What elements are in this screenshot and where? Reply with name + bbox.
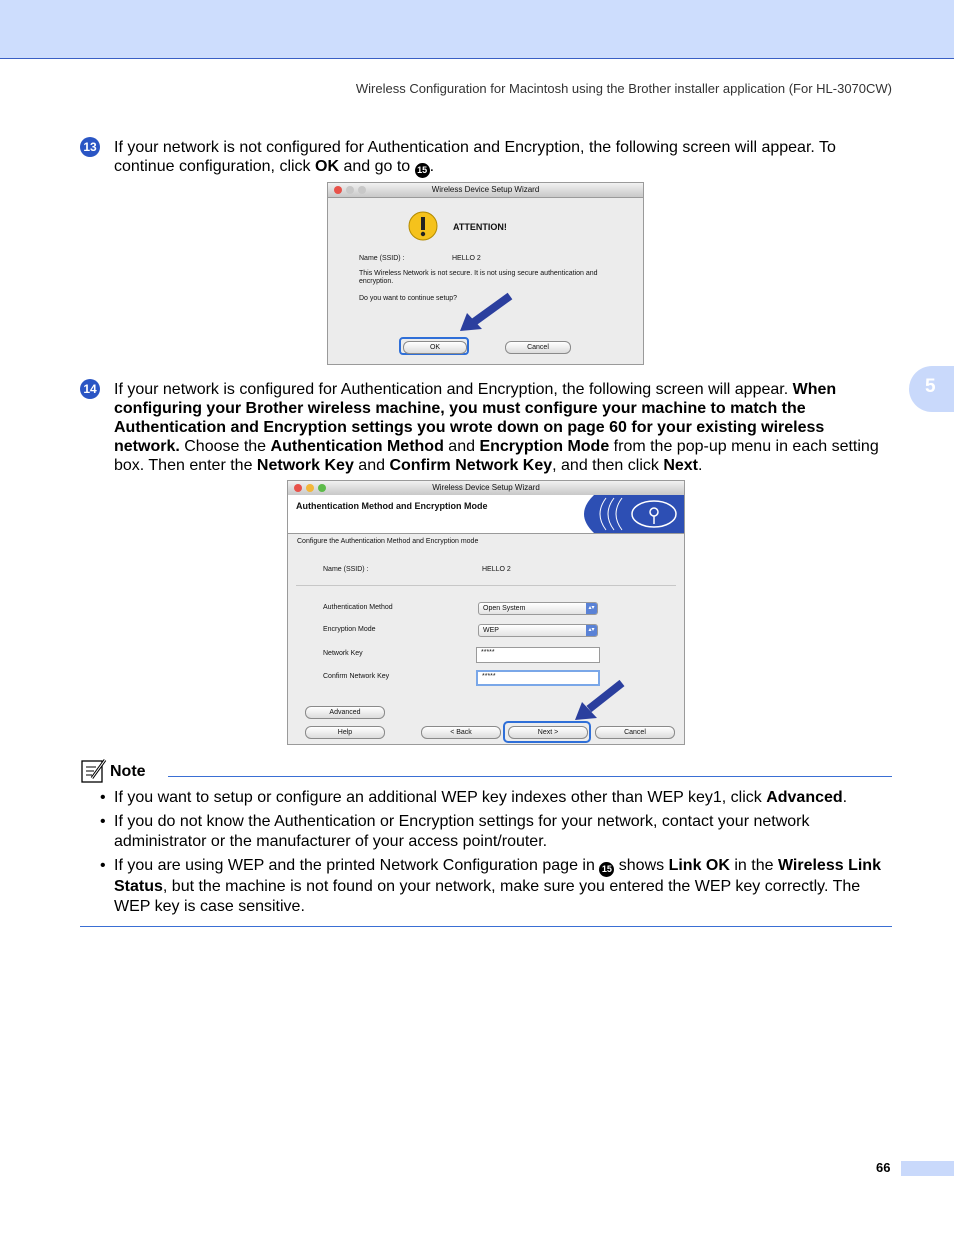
step-14-text: If your network is configured for Authentication and Encryption, the following screen will appear. When configuring your Brother wireless machine, you must configure your machine to match the Authentication and Encryption settings you wrote down on page 60 for your existing wireless network. Choose the Authentication Method and Encryption Mode from the pop-up menu in each setting box. Then enter the Network Key and Confirm Network Key, and then click Next.	[114, 381, 879, 474]
ssid-label: Name (SSID) :	[323, 566, 369, 573]
step-number-13: 13	[80, 137, 100, 157]
step-ref-icon: 15	[599, 862, 614, 877]
help-button[interactable]: Help	[305, 726, 385, 739]
attention-heading: ATTENTION!	[453, 222, 507, 232]
ssid-label: Name (SSID) :	[359, 255, 405, 262]
header-band	[0, 0, 954, 59]
wireless-signal-icon	[554, 495, 684, 533]
auth-encryption-dialog	[287, 480, 685, 745]
updown-arrows-icon: ▴▾	[586, 603, 597, 614]
step-number-14: 14	[80, 379, 100, 399]
cancel-button[interactable]: Cancel	[595, 726, 675, 739]
ssid-value: HELLO 2	[452, 255, 481, 262]
divider	[296, 585, 676, 586]
advanced-button[interactable]: Advanced	[305, 706, 385, 719]
running-title: Wireless Configuration for Macintosh using the Brother installer application (For HL-3070CW)	[355, 81, 892, 96]
auth-method-label: Authentication Method	[323, 604, 393, 611]
note-end-rule	[80, 926, 892, 927]
warning-icon	[408, 211, 438, 241]
window-title: Wireless Device Setup Wizard	[432, 483, 540, 492]
encryption-mode-select[interactable]: WEP ▴▾	[478, 624, 598, 637]
window-titlebar	[288, 481, 684, 496]
auth-method-select[interactable]: Open System ▴▾	[478, 602, 598, 615]
back-button[interactable]: < Back	[421, 726, 501, 739]
note-item: • If you are using WEP and the printed Network Configuration page in 15 shows Link OK in the Wireless Link Status, but the machine is not found on your network, make sure you entered the WEP key correctly. The WEP key is case sensitive.	[98, 856, 898, 917]
note-item: • If you want to setup or configure an additional WEP key indexes other than WEP key1, click Advanced.	[98, 788, 898, 808]
step-ref-icon: 15	[415, 163, 430, 178]
dialog-subtitle: Configure the Authentication Method and Encryption mode	[297, 538, 479, 545]
banner-title: Authentication Method and Encryption Mode	[296, 501, 488, 511]
insecure-message: This Wireless Network is not secure. It is not using secure authentication and encryption.	[359, 270, 598, 285]
note-pencil-icon	[80, 758, 108, 784]
window-title: Wireless Device Setup Wizard	[431, 185, 540, 194]
pointer-arrow-icon	[574, 679, 626, 721]
cancel-button[interactable]: Cancel	[505, 341, 571, 354]
network-key-label: Network Key	[323, 650, 363, 657]
ok-button[interactable]: OK	[403, 341, 467, 354]
note-title: Note	[110, 763, 146, 780]
chapter-tab	[909, 366, 954, 412]
confirm-key-input[interactable]: *****	[476, 670, 600, 686]
page-number: 66	[876, 1160, 891, 1175]
note-rule	[168, 776, 892, 777]
updown-arrows-icon: ▴▾	[586, 625, 597, 636]
confirm-key-label: Confirm Network Key	[323, 673, 390, 680]
note-list	[98, 788, 898, 921]
window-titlebar	[328, 183, 643, 198]
attention-dialog	[327, 182, 644, 365]
ssid-value: HELLO 2	[482, 566, 511, 573]
chapter-number: 5	[925, 376, 936, 397]
step-13-text: If your network is not configured for Authentication and Encryption, the following screen will appear. To continue configuration, click OK and go to 15 .	[114, 138, 894, 178]
network-key-input[interactable]: *****	[476, 647, 600, 663]
pointer-arrow-icon	[458, 291, 516, 331]
next-button[interactable]: Next >	[508, 726, 588, 739]
continue-question: Do you want to continue setup?	[359, 295, 458, 302]
footer-band	[901, 1161, 954, 1176]
banner	[288, 495, 684, 534]
encryption-mode-label: Encryption Mode	[323, 626, 376, 633]
note-item: • If you do not know the Authentication or Encryption settings for your network, contact your network administrator or the manufacturer of your access point/router.	[98, 812, 898, 852]
